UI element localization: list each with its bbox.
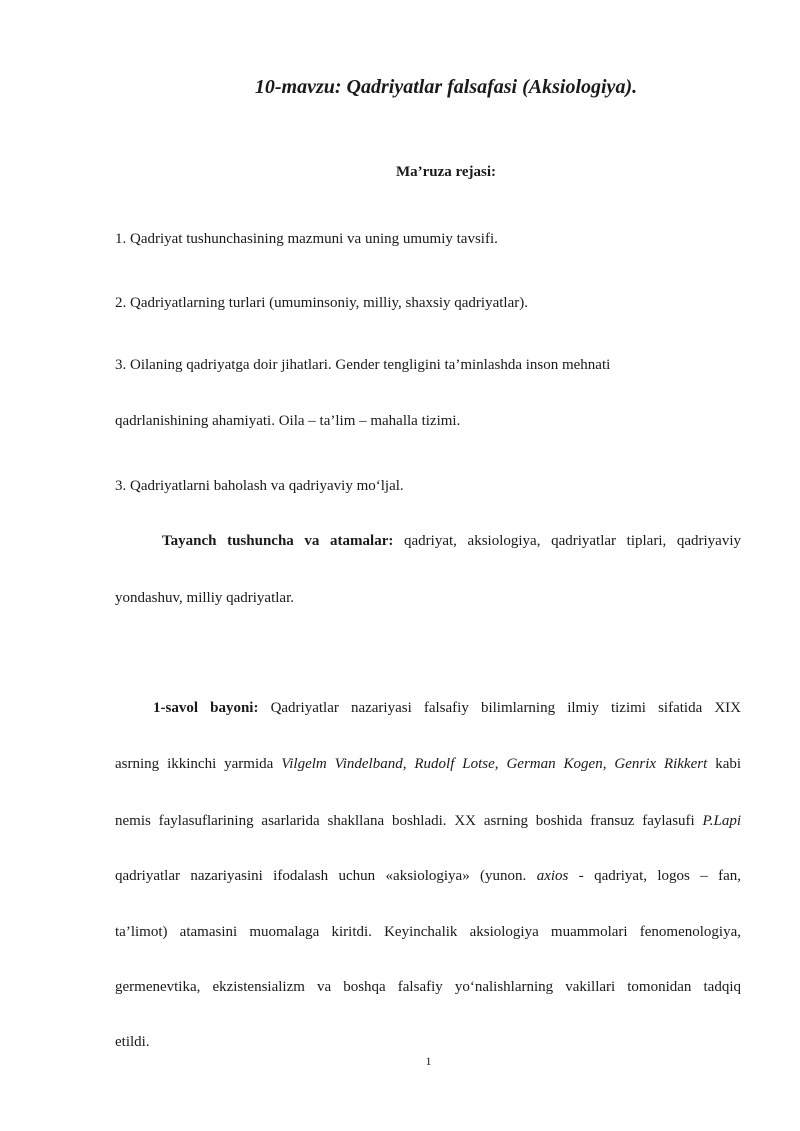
question-label: 1-savol bayoni: <box>153 700 259 716</box>
paragraph-line-6: germenevtika, ekzistensializm va boshqa falsafiy yo‘nalishlarning vakillari tomonidan tadqiq <box>115 979 741 995</box>
plan-item-1: 1. Qadriyat tushunchasining mazmuni va uning umumiy tavsifi. <box>115 231 498 247</box>
document-title: 10-mavzu: Qadriyatlar falsafasi (Aksiologiya). <box>254 76 638 98</box>
paragraph-line-4 <box>115 866 741 886</box>
paragraph-text-2a: asrning ikkinchi yarmida <box>115 756 274 772</box>
keywords-label: Tayanch tushuncha va atamalar: <box>162 533 394 549</box>
philosopher-lapi: P.Lapi <box>702 813 742 829</box>
plan-item-4: 3. Qadriyatlarni baholash va qadriyaviy mo‘ljal. <box>115 478 404 494</box>
paragraph-text-4a: qadriyatlar nazariyasini ifodalash uchun «aksiologiya» (yunon. <box>115 868 527 884</box>
keywords-line-2: yondashuv, milliy qadriyatlar. <box>115 590 294 606</box>
keywords-text-1: qadriyat, aksiologiya, qadriyatlar tiplari, qadriyaviy <box>404 533 742 549</box>
paragraph-text-4c: - qadriyat, logos – fan, <box>578 868 741 884</box>
paragraph-line-5: ta’limot) atamasini muomalaga kiritdi. Keyinchalik aksiologiya muammolari fenomenologiya, <box>115 924 741 940</box>
paragraph-text-2c: kabi <box>715 756 742 772</box>
paragraph-text-1: Qadriyatlar nazariyasi falsafiy bilimlarning ilmiy tizimi sifatida XIX <box>270 700 741 716</box>
plan-item-3-continued: qadrlanishining ahamiyati. Oila – ta’lim – mahalla tizimi. <box>115 413 461 429</box>
term-axios: axios <box>536 868 569 884</box>
philosopher-names: Vilgelm Vindelband, Rudolf Lotse, German Kogen, Genrix Rikkert <box>281 756 708 772</box>
plan-item-3: 3. Oilaning qadriyatga doir jihatlari. Gender tengligini ta’minlashda inson mehnati <box>115 357 611 373</box>
paragraph-line-3 <box>115 811 741 831</box>
page-number: 1 <box>425 1054 432 1068</box>
paragraph-line-1 <box>153 698 741 718</box>
keywords-line-1 <box>162 531 741 551</box>
paragraph-line-2 <box>115 754 741 774</box>
plan-item-2: 2. Qadriyatlarning turlari (umuminsoniy, milliy, shaxsiy qadriyatlar). <box>115 295 528 311</box>
paragraph-line-7: etildi. <box>115 1034 150 1050</box>
plan-heading: Ma’ruza rejasi: <box>395 164 497 180</box>
paragraph-text-3a: nemis faylasuflarining asarlarida shakllana boshladi. XX asrning boshida fransuz faylasufi <box>115 813 695 829</box>
